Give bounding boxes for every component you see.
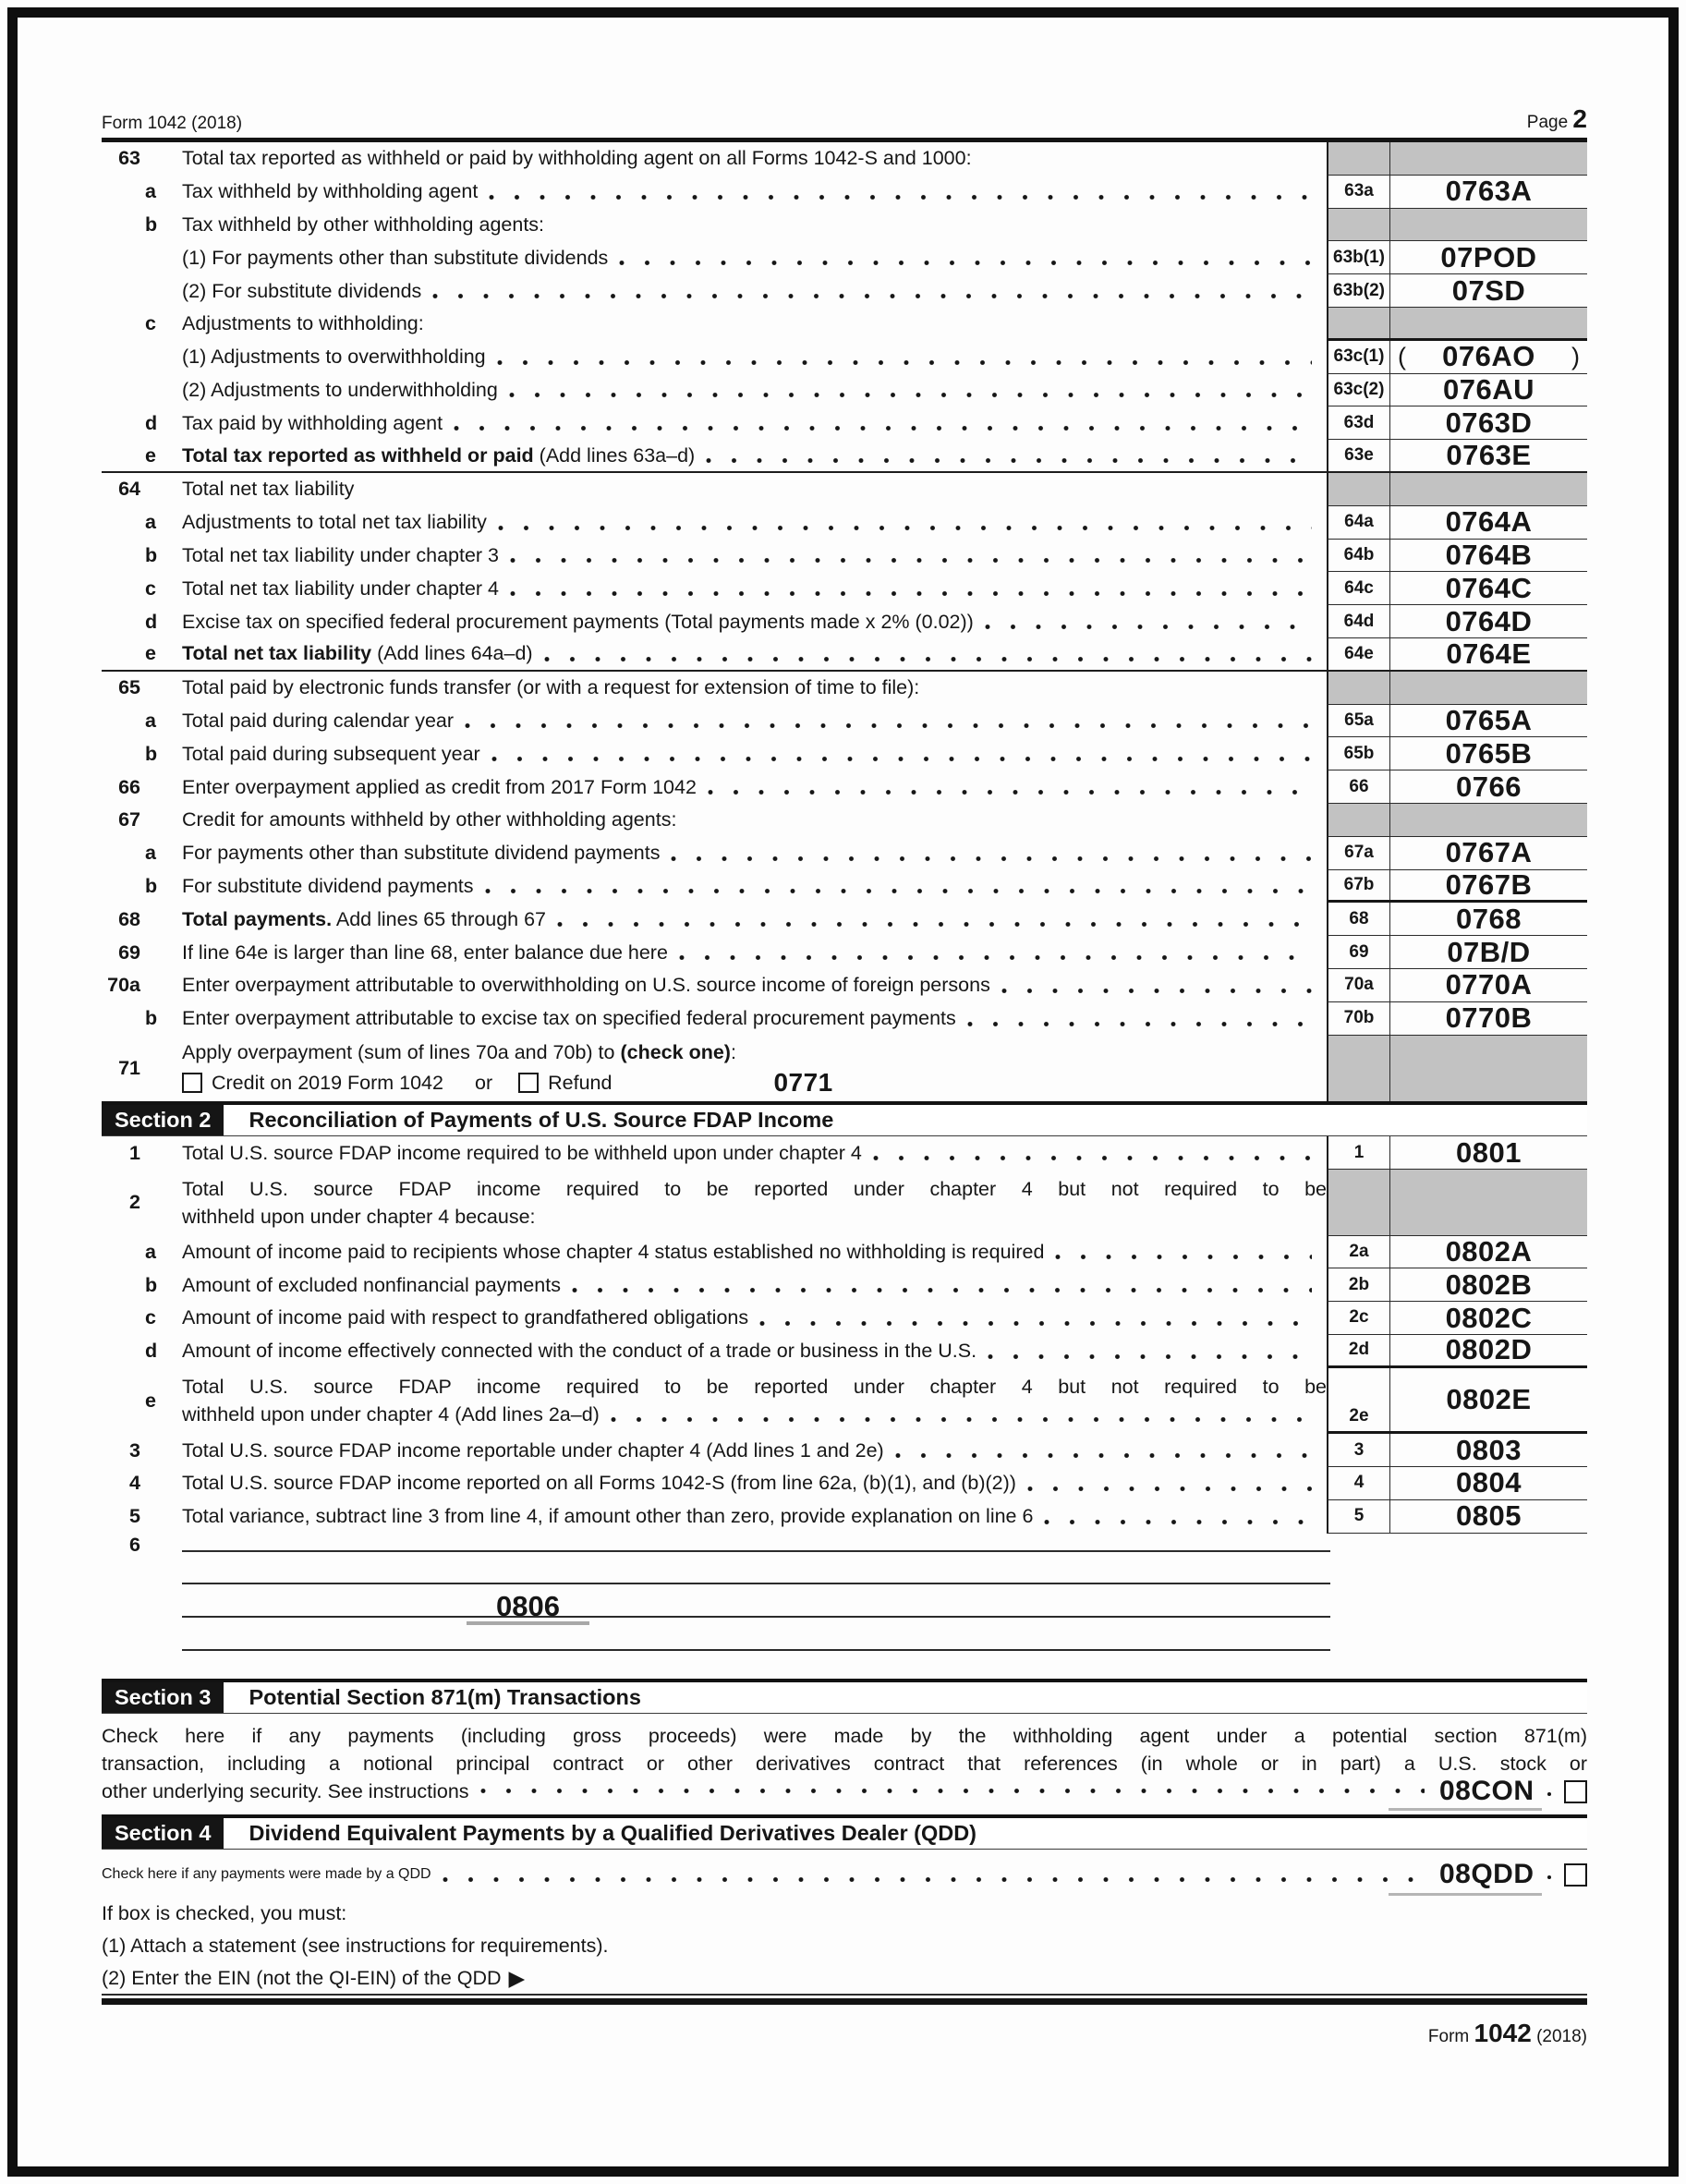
- line-number: 71: [118, 1056, 140, 1079]
- line-ref-cell-63d: 63d: [1343, 412, 1375, 432]
- line-letter: b: [145, 742, 158, 765]
- line-ref-cell-65a: 65a: [1344, 710, 1374, 730]
- form-row-70a: [102, 969, 1587, 1002]
- dot-leader: [557, 921, 1312, 928]
- section4-label: Section 4: [102, 1818, 224, 1849]
- line-number: 64: [118, 478, 140, 501]
- line-ref-cell-64e: 64e: [1344, 643, 1374, 663]
- line-description: For substitute dividend payments: [182, 870, 1327, 904]
- section3-text-line1: Check here if any payments (including gross proceeds) were made by the withholding agent under a potential section 871(m): [102, 1725, 1587, 1748]
- line6-explanation-block: [102, 1534, 1587, 1651]
- line-description: Total U.S. source FDAP income reportable under chapter 4 (Add lines 1 and 2e): [182, 1434, 1327, 1467]
- dot-leader: [895, 1452, 1312, 1460]
- dot-leader: [611, 1416, 1312, 1424]
- dot-leader: [454, 425, 1312, 432]
- dot-leader: [706, 457, 1312, 465]
- value-cell-63c(1)[interactable]: ( 076AO ): [1389, 341, 1587, 373]
- line-letter: a: [145, 511, 156, 534]
- line-number: 5: [129, 1505, 140, 1528]
- dot-leader: [465, 722, 1312, 730]
- line-ref-cell-63c(2): 63c(2): [1333, 379, 1385, 399]
- form-row-65b: [102, 737, 1587, 770]
- form-row-65a: [102, 705, 1587, 738]
- dot-leader: [1044, 1519, 1312, 1526]
- form-row-1: [102, 1136, 1587, 1170]
- value-cell: [1389, 473, 1587, 505]
- line-description: Tax paid by withholding agent: [182, 406, 1327, 440]
- line-ref-cell-70b: 70b: [1343, 1008, 1375, 1028]
- form-row-63: [102, 142, 1587, 176]
- line-description: Total tax reported as withheld or paid (Add lines 63a–d): [182, 440, 1327, 471]
- qdd-checkbox[interactable]: [1564, 1863, 1587, 1887]
- value-cell-67a[interactable]: 0767A: [1389, 837, 1587, 869]
- line-description: Total paid during subsequent year: [182, 737, 1327, 770]
- value-cell: [1389, 209, 1587, 241]
- value-cell-63b(1)[interactable]: 07POD: [1389, 241, 1587, 273]
- value-cell-69[interactable]: 07B/D: [1389, 936, 1587, 968]
- line-description: For payments other than substitute dividend payments: [182, 837, 1327, 870]
- form-row-5: [102, 1500, 1587, 1534]
- line-number: 1: [129, 1141, 140, 1164]
- dot-leader: [510, 557, 1312, 564]
- line-letter: c: [145, 312, 156, 335]
- bottom-rule: [102, 1998, 1587, 2005]
- dot-leader: [498, 525, 1312, 532]
- line-ref-cell-2e: 2e: [1349, 1406, 1369, 1426]
- line-description: Enter overpayment attributable to excise tax on specified federal procurement payments: [182, 1002, 1327, 1036]
- section3-title: Potential Section 871(m) Transactions: [249, 1685, 641, 1710]
- value-cell-63a[interactable]: 0763A: [1389, 176, 1587, 208]
- value-cell: [1389, 672, 1587, 704]
- dot-leader: [873, 1155, 1312, 1162]
- value-cell-64a[interactable]: 0764A: [1389, 506, 1587, 539]
- dot-leader: [510, 590, 1312, 598]
- dot-leader: [432, 293, 1312, 300]
- line-number: 3: [129, 1438, 140, 1462]
- line-letter: b: [145, 1007, 158, 1030]
- line-ref-cell-69: 69: [1349, 941, 1369, 962]
- value-cell-63b(2)[interactable]: 07SD: [1389, 274, 1587, 307]
- value-cell: [1389, 308, 1587, 338]
- form-row-2e: [102, 1368, 1587, 1435]
- form-row-64a: [102, 506, 1587, 540]
- line-description: Amount of income paid with respect to grandfathered obligations: [182, 1302, 1327, 1335]
- section3-label: Section 3: [102, 1682, 224, 1713]
- value-cell-2b[interactable]: 0802B: [1389, 1268, 1587, 1301]
- value-cell-64e[interactable]: 0764E: [1389, 638, 1587, 670]
- line-ref-cell: [1328, 142, 1389, 175]
- line-ref-cell-65b: 65b: [1343, 743, 1375, 763]
- field-code-0806: 0806: [496, 1590, 560, 1623]
- explanation-write-line[interactable]: [182, 1552, 1330, 1585]
- line-description: If line 64e is larger than line 68, enter balance due here: [182, 936, 1327, 969]
- section4-title: Dividend Equivalent Payments by a Qualified Derivatives Dealer (QDD): [249, 1821, 976, 1846]
- line-ref-cell-2c: 2c: [1349, 1307, 1369, 1328]
- line-description: Total variance, subtract line 3 from line 4, if amount other than zero, provide explanation on line 6: [182, 1500, 1327, 1534]
- line-ref-cell: [1328, 1170, 1389, 1235]
- value-cell-70a[interactable]: 0770A: [1389, 969, 1587, 1001]
- page-header: [102, 104, 1587, 142]
- value-cell-4[interactable]: 0804: [1389, 1467, 1587, 1499]
- line-description: Adjustments to withholding:: [182, 312, 424, 335]
- form-row-2a: [102, 1236, 1587, 1269]
- line-letter: c: [145, 1306, 156, 1329]
- value-cell-1[interactable]: 0801: [1389, 1136, 1587, 1169]
- line-ref-cell-63b(2): 63b(2): [1333, 280, 1385, 300]
- form-row-64c: [102, 572, 1587, 605]
- form-row-70b: [102, 1002, 1587, 1036]
- form-row-63c(2): [102, 374, 1587, 407]
- line-ref-cell-63c(1): 63c(1): [1333, 346, 1385, 367]
- form-row-2: [102, 1170, 1587, 1236]
- value-cell-2c[interactable]: 0802C: [1389, 1302, 1587, 1334]
- line-description: Amount of income paid to recipients whose chapter 4 status established no withholding is required: [182, 1236, 1327, 1269]
- line-ref-cell-2d: 2d: [1348, 1340, 1370, 1360]
- section2-label: Section 2: [102, 1105, 224, 1135]
- line-letter: a: [145, 842, 156, 865]
- line-ref-cell-67b: 67b: [1343, 874, 1375, 894]
- line-ref-cell: [1328, 209, 1389, 241]
- line-number: 65: [118, 676, 140, 699]
- section3-paragraph: [102, 1722, 1587, 1805]
- line-ref-cell-64a: 64a: [1344, 512, 1374, 532]
- line-letter: b: [145, 874, 158, 897]
- section4-check-text: Check here if any payments were made by a QDD: [102, 1866, 431, 1883]
- line-description: Excise tax on specified federal procurement payments (Total payments made x 2% (0.02)): [182, 605, 1327, 638]
- line-ref-cell-4: 4: [1353, 1473, 1365, 1493]
- dot-leader: [544, 656, 1312, 663]
- form-row-2d: [102, 1335, 1587, 1368]
- line-ref-cell-63b(1): 63b(1): [1333, 247, 1385, 267]
- section4-check-row: [102, 1859, 1587, 1890]
- dot-leader: [1027, 1486, 1312, 1493]
- dot-leader: [988, 1353, 1312, 1361]
- line-ref-cell: [1328, 1036, 1389, 1102]
- form-id-label: Form 1042 (2018): [102, 114, 243, 133]
- line-letter: e: [145, 642, 156, 665]
- field-code-08qdd: 08QDD: [1438, 1859, 1534, 1890]
- dot-leader: [759, 1320, 1312, 1328]
- form-row-66: [102, 770, 1587, 804]
- dot-leader: [497, 359, 1312, 367]
- line-ref-cell-1: 1: [1353, 1142, 1365, 1162]
- line-letter: a: [145, 1240, 156, 1263]
- form-row-2b: [102, 1268, 1587, 1302]
- value-cell-66[interactable]: 0766: [1389, 770, 1587, 803]
- value-cell-64d[interactable]: 0764D: [1389, 605, 1587, 637]
- form-row-64e: [102, 638, 1587, 672]
- dot-leader: [671, 855, 1312, 863]
- form-row-63b(1): [102, 241, 1587, 274]
- right-arrow-icon: ▶: [508, 1965, 526, 1990]
- form-row-64d: [102, 605, 1587, 638]
- dot-leader: [485, 888, 1313, 895]
- line-description: Enter overpayment attributable to overwithholding on U.S. source income of foreign persons: [182, 969, 1327, 1002]
- line-number: 2: [129, 1191, 140, 1214]
- line-ref-cell-70a: 70a: [1344, 975, 1374, 995]
- section3-871m-checkbox[interactable]: [1564, 1780, 1587, 1803]
- form-row-67: [102, 804, 1587, 837]
- form-row: [102, 209, 1587, 242]
- value-cell-67b[interactable]: 0767B: [1389, 870, 1587, 901]
- line-number: 63: [118, 147, 140, 170]
- value-cell-64b[interactable]: 0764B: [1389, 540, 1587, 572]
- line-ref-cell-64b: 64b: [1343, 544, 1375, 564]
- line-description: Total paid during calendar year: [182, 705, 1327, 738]
- line6-number: 6: [129, 1533, 140, 1556]
- dot-leader: [967, 1021, 1312, 1028]
- line-description: Tax withheld by withholding agent: [182, 176, 1327, 209]
- checkbox-refund-label: Refund: [548, 1071, 613, 1094]
- line-letter: b: [145, 543, 158, 566]
- dot-leader: [480, 1788, 1425, 1795]
- line-letter: b: [145, 1273, 158, 1296]
- form-row-71: [102, 1036, 1587, 1102]
- line-description: (1) Adjustments to overwithholding: [182, 341, 1327, 374]
- line-description: Apply overpayment (sum of lines 70a and 70b) to (check one): Credit on 2019 Form 1042 or Refund 0771: [182, 1041, 833, 1098]
- value-cell-65b[interactable]: 0765B: [1389, 737, 1587, 770]
- line-number: 70a: [107, 974, 140, 997]
- value-cell: [1389, 1036, 1587, 1102]
- section3-text-line3: other underlying security. See instructions: [102, 1780, 469, 1803]
- line-description: Total tax reported as withheld or paid by withholding agent on all Forms 1042-S and 1000:: [182, 147, 972, 170]
- dot-leader: [489, 194, 1312, 201]
- leader-dot: [1547, 1875, 1552, 1880]
- dot-leader: [619, 260, 1312, 267]
- field-code-08con: 08CON: [1438, 1776, 1534, 1807]
- field-code-0771: 0771: [773, 1068, 833, 1098]
- qdd-item1: (1) Attach a statement (see instructions for requirements).: [102, 1935, 609, 1958]
- explanation-write-line[interactable]: [182, 1534, 1330, 1552]
- value-cell-70b[interactable]: 0770B: [1389, 1002, 1587, 1035]
- form-row-4: [102, 1467, 1587, 1500]
- line-ref-cell-64c: 64c: [1344, 577, 1374, 598]
- line-ref-cell: [1328, 308, 1389, 338]
- value-cell-3[interactable]: 0803: [1389, 1434, 1587, 1466]
- form-row-63d: [102, 406, 1587, 440]
- line-description: Total U.S. source FDAP income required to be withheld upon under chapter 4: [182, 1136, 1327, 1170]
- line-number: 4: [129, 1472, 140, 1495]
- section2-rows: [102, 1136, 1587, 1534]
- dot-leader: [443, 1876, 1425, 1884]
- line-letter: c: [145, 576, 156, 600]
- value-cell: [1389, 804, 1587, 836]
- line-ref-cell-63e: 63e: [1344, 445, 1374, 466]
- dot-leader: [985, 624, 1312, 631]
- form-row-3: [102, 1434, 1587, 1467]
- line-description: (2) For substitute dividends: [182, 274, 1327, 308]
- qdd-ein-row: [102, 1962, 1587, 1996]
- line-description: Total payments. Add lines 65 through 67: [182, 903, 1327, 936]
- form-row-63c(1): [102, 341, 1587, 374]
- value-cell-65a[interactable]: 0765A: [1389, 705, 1587, 737]
- section3-text-line2: transaction, including a notional principal contract or other derivatives contract that references (in whole or in part) a U.S. stock or: [102, 1753, 1587, 1776]
- line-description: Total net tax liability (Add lines 64a–d): [182, 638, 1327, 670]
- form-row-68: [102, 903, 1587, 936]
- section3-header: [102, 1679, 1587, 1714]
- page-number: Page 2: [1526, 104, 1587, 133]
- section1-rows: [102, 142, 1587, 1101]
- dot-leader: [708, 789, 1312, 796]
- explanation-write-line[interactable]: [182, 1584, 1330, 1623]
- line-description: Total net tax liability: [182, 478, 355, 501]
- section3-check-row: [102, 1778, 1587, 1805]
- qdd-item2-text: (2) Enter the EIN (not the QI-EIN) of the QDD: [102, 1966, 502, 1989]
- qdd-must-text: If box is checked, you must:: [102, 1902, 347, 1925]
- page-footer: Form 1042 (2018): [1427, 2019, 1587, 2048]
- line-ref-cell: [1328, 804, 1389, 836]
- value-cell-2a[interactable]: 0802A: [1389, 1236, 1587, 1268]
- value-cell-64c[interactable]: 0764C: [1389, 572, 1587, 604]
- form-row-67a: [102, 837, 1587, 870]
- line-description: Total net tax liability under chapter 4: [182, 572, 1327, 605]
- line-ref-cell: [1328, 672, 1389, 704]
- line-description: Total net tax liability under chapter 3: [182, 540, 1327, 573]
- line-description: Enter overpayment applied as credit from 2017 Form 1042: [182, 770, 1327, 804]
- form-row-64b: [102, 540, 1587, 573]
- value-cell-2e[interactable]: 0802E: [1389, 1368, 1587, 1432]
- line-letter: a: [145, 180, 156, 203]
- form-row-63e: [102, 440, 1587, 473]
- dot-leader: [679, 954, 1312, 962]
- form-row-63b(2): [102, 274, 1587, 308]
- line-ref-cell-67a: 67a: [1344, 843, 1374, 863]
- form-row-67b: [102, 870, 1587, 904]
- line-letter: a: [145, 709, 156, 732]
- line-ref-cell-68: 68: [1349, 908, 1369, 928]
- dot-leader: [509, 392, 1312, 399]
- dot-leader: [1055, 1254, 1312, 1261]
- line-description: Amount of income effectively connected with the conduct of a trade or business in the U.S.: [182, 1335, 1327, 1368]
- checkbox-refund[interactable]: [518, 1073, 539, 1093]
- line-ref-cell-2a: 2a: [1349, 1241, 1369, 1261]
- value-cell: [1389, 142, 1587, 175]
- line-number: 66: [118, 775, 140, 798]
- line-letter: b: [145, 212, 158, 236]
- value-cell-5[interactable]: 0805: [1389, 1500, 1587, 1533]
- line-letter: d: [145, 411, 158, 434]
- value-cell: [1389, 1170, 1587, 1235]
- explanation-write-line[interactable]: [182, 1618, 1330, 1651]
- form-row-65: [102, 672, 1587, 705]
- leader-dot: [1547, 1792, 1552, 1797]
- value-cell-63e[interactable]: 0763E: [1389, 440, 1587, 471]
- dot-leader: [1001, 988, 1312, 995]
- line-description: Amount of excluded nonfinancial payments: [182, 1268, 1327, 1302]
- dot-leader: [572, 1287, 1312, 1294]
- line-number: 67: [118, 808, 140, 831]
- value-cell-68[interactable]: 0768: [1389, 903, 1587, 935]
- line-letter: d: [145, 1340, 158, 1363]
- line-ref-cell-3: 3: [1353, 1439, 1365, 1460]
- form-row-2c: [102, 1302, 1587, 1335]
- line-description: Adjustments to total net tax liability: [182, 506, 1327, 540]
- line-description: Total paid by electronic funds transfer (or with a request for extension of time to file):: [182, 676, 920, 699]
- checkbox-credit-2019[interactable]: [182, 1073, 202, 1093]
- value-cell-63d[interactable]: 0763D: [1389, 406, 1587, 439]
- line-number: 69: [118, 940, 140, 964]
- line-ref-cell-5: 5: [1353, 1506, 1365, 1526]
- dot-leader: [491, 756, 1312, 763]
- section2-header: [102, 1101, 1587, 1136]
- line-description: Total U.S. source FDAP income required to be reported under chapter 4 but not required to be withheld upon under chapter 4 (Add lines 2a–d): [182, 1376, 1327, 1426]
- line-ref-cell: [1328, 473, 1389, 505]
- line-description: (1) For payments other than substitute dividends: [182, 241, 1327, 274]
- value-cell-2d[interactable]: 0802D: [1389, 1335, 1587, 1365]
- line-description: (2) Adjustments to underwithholding: [182, 374, 1327, 407]
- line-description: Tax withheld by other withholding agents:: [182, 212, 545, 236]
- section4-header: [102, 1814, 1587, 1850]
- line-letter: e: [145, 443, 156, 467]
- line-ref-cell-2b: 2b: [1348, 1274, 1370, 1294]
- form-row-69: [102, 936, 1587, 969]
- line-description: Credit for amounts withheld by other withholding agents:: [182, 808, 677, 831]
- value-cell-63c(2)[interactable]: 076AU: [1389, 374, 1587, 406]
- form-row: [102, 308, 1587, 341]
- line-number: 68: [118, 907, 140, 930]
- checkbox-credit-2019-label: Credit on 2019 Form 1042: [212, 1071, 443, 1094]
- form-row-64: [102, 473, 1587, 506]
- line-ref-cell-64d: 64d: [1343, 611, 1375, 631]
- section2-title: Reconciliation of Payments of U.S. Source FDAP Income: [249, 1108, 834, 1133]
- line-description: Total U.S. source FDAP income required to be reported under chapter 4 but not required to be withheld upon under chapter 4 because:: [182, 1177, 1327, 1228]
- line-letter: e: [145, 1389, 156, 1412]
- line-description: Total U.S. source FDAP income reported on all Forms 1042-S (from line 62a, (b)(1), and (b)(2)): [182, 1467, 1327, 1500]
- line-ref-cell-63a: 63a: [1344, 181, 1374, 201]
- form-row-63a: [102, 176, 1587, 209]
- line-ref-cell-66: 66: [1349, 776, 1369, 796]
- line-letter: d: [145, 610, 158, 633]
